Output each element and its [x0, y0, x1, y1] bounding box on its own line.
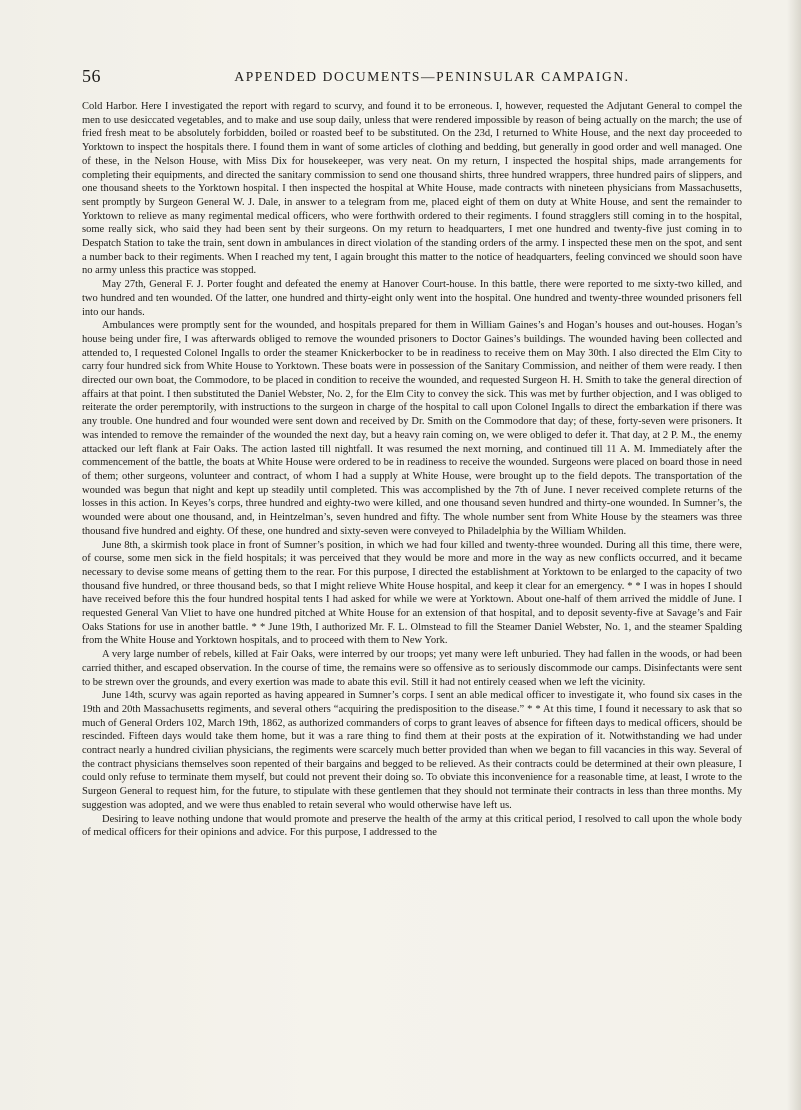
body-text — [82, 100, 742, 840]
paragraph-unburied-rebels: A very large number of rebels, killed at Fair Oaks, were interred by our troops; yet many were left unburied. They had fallen in the woods, or had been carried thither, and escaped observation. In the course of time, the remains were so offensive as to seriously discommode our camps. Disinfectants were sent to be strewn over the grounds, and every exertion was made to abate this evil. Still it had not entirely ceased when we left the vicinity. — [82, 649, 742, 688]
page-number: 56 — [82, 66, 101, 86]
paragraph-continuation: Cold Harbor. Here I investigated the report with regard to scurvy, and found it to be erroneous. I, however, requested the Adjutant General to compel the men to use desiccated vegetables, and to make and use soup daily, unless that were rendered impossible by reason of being actually on the march; the use of fried fresh meat to be absolutely forbidden, boiled or roasted beef to be substituted. On the 23d, I returned to White House, and the next day proceeded to Yorktown to inspect the hospitals there. I found them in want of some articles of clothing and bedding, but generally in good order and well managed. One of these, in the Nelson House, with Miss Dix for housekeeper, was very neat. On my return, I inspected the hospital ships, made arrangements for completing their equipments, and directed the sanitary commission to send one thousand shirts, three hundred wrappers, three hundred pairs of slippers, and one thousand sheets to the Yorktown hospital. I then inspected the hospital at White House, made contracts with nineteen physicians from Massachusetts, sent promptly by Surgeon General W. J. Dale, in answer to a telegram from me, placed eight of them on duty at White House, and sent the remainder to Yorktown to relieve as many regimental medical officers, who were forthwith ordered to their regiments. I found stragglers still coming in to the hospital, some really sick, who said they had been sent by their surgeons. On my return to headquarters, I met one hundred and twenty-five just coming in to Despatch Station to take the train, sent down in ambulances in direct violation of the standing orders of the army. I inspected these men on the spot, and sent a number back to their regiments. When I reached my tent, I again brought this matter to the notice of headquarters, feeling convinced we should soon have no army unless this practice was stopped. — [82, 101, 742, 277]
paragraph-medical-officers-advice: Desiring to leave nothing undone that would promote and preserve the health of the army at this critical period, I resolved to call upon the whole body of medical officers for their opinions and advice. For this purpose, I addressed to the — [82, 813, 742, 839]
running-head: APPENDED DOCUMENTS—PENINSULAR CAMPAIGN. — [234, 69, 630, 84]
paragraph-hanover-court-house: May 27th, General F. J. Porter fought and defeated the enemy at Hanover Court-house. In this battle, there were reported to me sixty-two killed, and two hundred and ten wounded. Of the latter, one hundred and thirty-eight only went into the hospital. One hundred and twenty-three wounded prisoners fell into our hands. — [82, 279, 742, 318]
page-header — [82, 66, 742, 90]
paragraph-june-14th-scurvy: June 14th, scurvy was again reported as having appeared in Sumner’s corps. I sent an able medical officer to investigate it, who found six cases in the 19th and 20th Massachusetts regiments, and several others “acquiring the predisposition to the disease.” * * At this time, I found it necessary to ask that so much of General Orders 102, March 19th, 1862, as authorized commanders of corps to grant leaves of absence for fifteen days to medical officers, should be rescinded. Fifteen days would take them home, but it was a rare thing to find them at their posts at the expiration of it. Notwithstanding we had under contract nearly a hundred civilian physicians, the regiments were scarcely much better provided than when we began to fill vacancies in this way. Several of the contract physicians themselves soon repented of their bargains and begged to be relieved. As their contracts could be determined at their own pleasure, I could only refuse to terminate them myself, but could not prevent their doing so. To obviate this inconvenience for a reasonable time, at least, I wrote to the Surgeon General to request him, for the future, to stipulate with these gentlemen that they should not terminate their contracts in less than three months. My suggestion was adopted, and we were thus enabled to retain several who would otherwise have left us. — [82, 690, 742, 811]
page-edge-shadow — [787, 0, 801, 1110]
paragraph-ambulances-fair-oaks: Ambulances were promptly sent for the wounded, and hospitals prepared for them in William Gaines’s and Hogan’s houses and out-houses. Hogan’s house being under fire, I was afterwards obliged to remove the wounded prisoners to Doctor Gaines’s buildings. The wounded having been collected and attended to, I requested Colonel Ingalls to order the steamer Knickerbocker to be in readiness to receive them on May 30th. I also directed the Elm City to carry four hundred sick from White House to Yorktown. These boats were in possession of the Sanitary Commission, and neither of them were ready. I then directed our own boat, the Commodore, to be placed in condition to receive the wounded, and requested Surgeon H. H. Smith to take the general direction of affairs at that point. I then substituted the Daniel Webster, No. 2, for the Elm City to convey the sick. This was met by further objection, and I was obliged to reiterate the order peremptorily, with instructions to the surgeon in charge of the hospital to call upon Colonel Ingalls to direct the embarkation if there was any trouble. One hundred and four wounded were sent down and received by Dr. Smith on the Commodore that day; of these, forty-seven were prisoners. It was intended to remove the remainder of the wounded the next day, but a heavy rain coming on, we were obliged to defer it. That day, at 2 P. M., the enemy attacked our left flank at Fair Oaks. The action lasted till nightfall. It was resumed the next morning, and continued till 11 A. M. Immediately after the commencement of the battle, the boats at White House were ordered to be in readiness to receive the wounded. Surgeons were placed on board those in need of them; other surgeons, volunteer and contract, of whom I had a supply at White House, were brought up to the field depots. The transportation of the wounded was begun that night and kept up steadily until completed. This was accomplished by the 7th of June. I never received complete returns of the losses in this action. In Keyes’s corps, three hundred and eighty-two were killed, and one thousand seven hundred and thirty-one wounded. In Sumner’s, the wounded were about one thousand, and, in Heintzelman’s, seven hundred and fifty. The whole number sent from White House by the steamers was three thousand five hundred and eighty. Of these, one hundred and sixty-seven were conveyed to Philadelphia by the William Whilden. — [82, 320, 742, 537]
paragraph-june-8th-skirmish: June 8th, a skirmish took place in front of Sumner’s position, in which we had four killed and twenty-three wounded. During all this time, there were, of course, some men sick in the field hospitals; it was perceived that they would be more and more in the way as new conflicts occurred, and it became necessary to devise some means of getting them to the rear. For this purpose, I directed the establishment at Yorktown to be enlarged to the capacity of two thousand five hundred, or three thousand beds, so that I might relieve White House hospital, and keep it clear for an emergency. * * I was in hopes I should have received before this the four hundred hospital tents I had asked for while we were at Yorktown. About one-half of them arrived the middle of June. I requested General Van Vliet to have one hundred pitched at White House for an extension of that hospital, and to deposit seventy-five at Savage’s and Fair Oaks Stations for use in another battle. * * June 19th, I authorized Mr. F. L. Olmstead to fill the Steamer Daniel Webster, No. 1, and the steamer Spalding from the White House and Yorktown hospitals, and to proceed with them to New York. — [82, 539, 742, 647]
